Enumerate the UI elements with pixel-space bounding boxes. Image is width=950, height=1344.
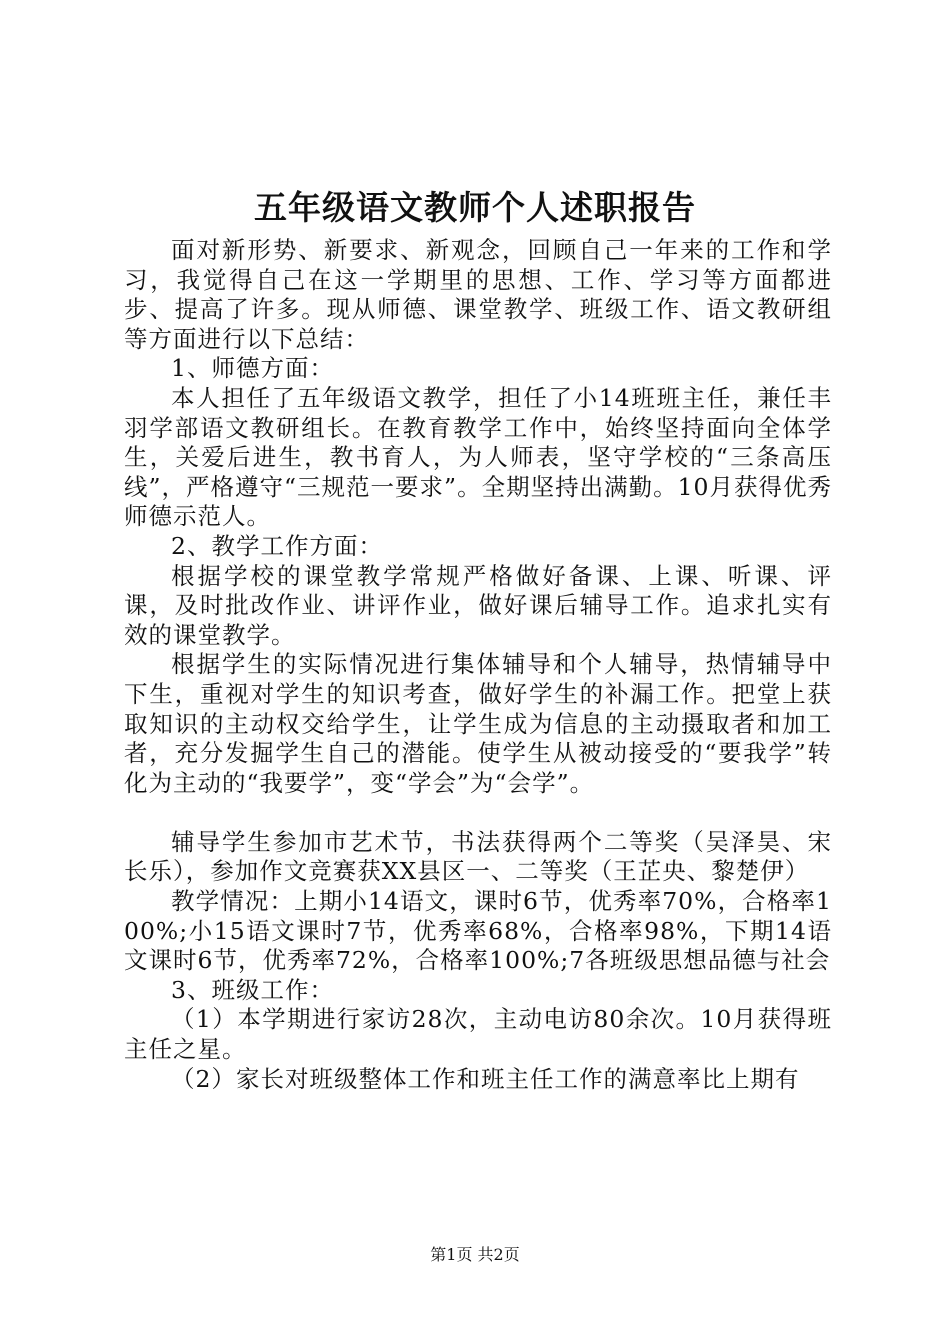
document-body (124, 236, 832, 1094)
paragraph-intro: 面对新形势、新要求、新观念，回顾自己一年来的工作和学习，我觉得自己在这一学期里的思想、工作、学习等方面都进步、提高了许多。现从师德、课堂教学、班级工作、语文教研组等方面进行以下总结： (124, 236, 832, 353)
paragraph-tutoring: 根据学生的实际情况进行集体辅导和个人辅导，热情辅导中下生，重视对学生的知识考查，做好学生的补漏工作。把堂上获取知识的主动权交给学生，让学生成为信息的主动摄取者和加工者，充分发掘学生自己的潜能。使学生从被动接受的“要我学”转化为主动的“我要学”，变“学会”为“会学”。 (124, 650, 832, 797)
section-heading-class: 3、班级工作： (171, 975, 334, 1004)
blank-line (124, 798, 832, 828)
paragraph-class-visits: （1）本学期进行家访28次，主动电访80余次。10月获得班主任之星。 (124, 1005, 832, 1064)
section-heading-ethics: 1、师德方面： (171, 354, 334, 383)
section-heading-teaching: 2、教学工作方面： (171, 531, 383, 560)
paragraph-teaching-stats: 教学情况：上期小14语文，课时6节，优秀率70%，合格率100%;小15语文课时7节，优秀率68%，合格率98%，下期14语文课时6节，优秀率72%，合格率100%;7各班级思想品德与社会 (124, 887, 832, 975)
paragraph-class-satisfaction: （2）家长对班级整体工作和班主任工作的满意率比上期有 (171, 1064, 800, 1093)
document-title: 五年级语文教师个人述职报告 (254, 188, 696, 227)
paragraph-teaching-routine: 根据学校的课堂教学常规严格做好备课、上课、听课、评课，及时批改作业、讲评作业，做好课后辅导工作。追求扎实有效的课堂教学。 (124, 561, 832, 649)
page-footer: 第1页 共2页 (430, 1245, 520, 1264)
paragraph-ethics: 本人担任了五年级语文教学，担任了小14班班主任，兼任丰羽学部语文教研组长。在教育教学工作中，始终坚持面向全体学生，关爱后进生，教书育人，为人师表，坚守学校的“三条高压线”，严格遵守“三规范一要求”。全期坚持出满勤。10月获得优秀师德示范人。 (124, 383, 832, 531)
paragraph-awards: 辅导学生参加市艺术节，书法获得两个二等奖（吴泽昊、宋长乐），参加作文竞赛获XX县区一、二等奖（王芷央、黎楚伊） (124, 827, 832, 886)
